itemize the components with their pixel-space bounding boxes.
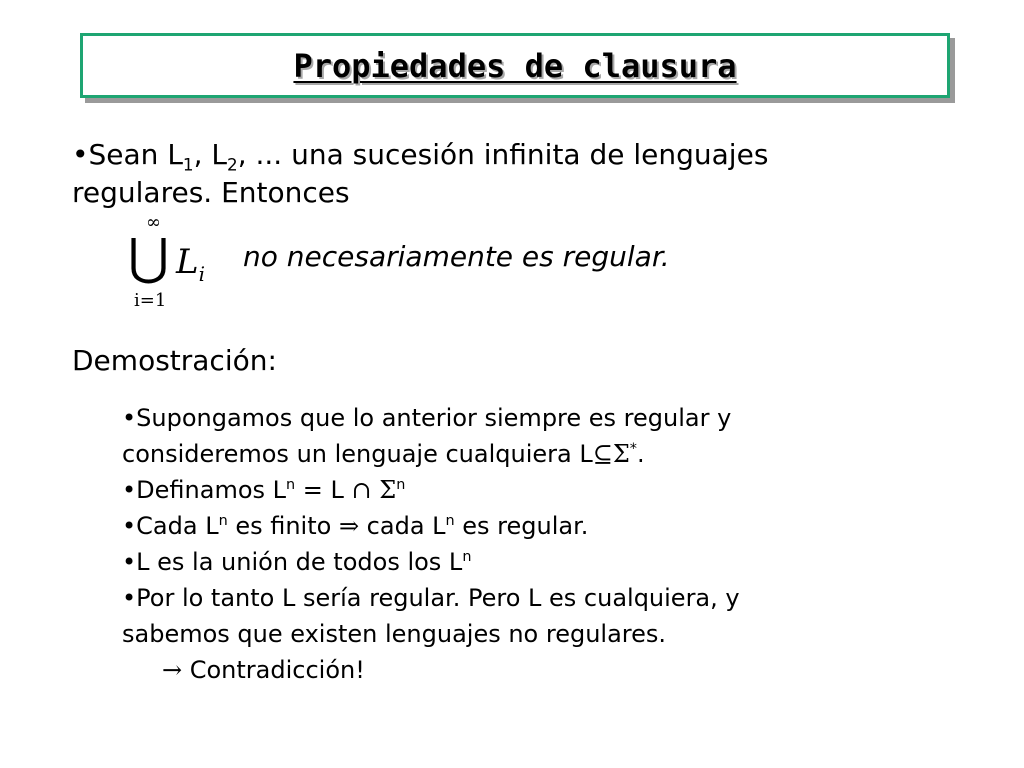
text: consideremos un lenguaje cualquiera L (122, 440, 593, 468)
superscript: n (218, 513, 228, 529)
subset-symbol: ⊆ (592, 440, 613, 468)
formula-statement: no necesariamente es regular. (243, 240, 670, 273)
language-symbol: L (176, 242, 199, 282)
text: es regular. (454, 512, 589, 540)
language-term (176, 242, 205, 286)
text: . (637, 440, 645, 468)
title-box (80, 33, 950, 98)
sigma-symbol: Σ (612, 440, 630, 468)
text: •Definamos L (122, 476, 287, 504)
superscript: n (286, 477, 296, 493)
index-subscript: i (198, 261, 205, 286)
union-formula (118, 212, 218, 322)
intro-text: Sean L (88, 138, 183, 171)
intro-paragraph (72, 136, 972, 212)
point-4 (122, 544, 982, 580)
slide-title: Propiedades de clausura (293, 46, 737, 85)
text: cada L (359, 512, 446, 540)
text: •L es la unión de todos los L (122, 548, 463, 576)
intro-text: , L (193, 138, 228, 171)
superscript: n (396, 477, 406, 493)
superscript: n (462, 549, 472, 565)
subscript: 2 (227, 154, 238, 175)
superscript: n (445, 513, 455, 529)
proof-heading: Demostración: (72, 344, 277, 377)
bullet: • (72, 138, 89, 171)
text: es finito (227, 512, 339, 540)
proof-points (122, 400, 982, 688)
point-2 (122, 472, 982, 508)
intro-line-2: regulares. Entonces (72, 176, 350, 209)
conclusion (122, 652, 982, 688)
star-superscript: * (629, 441, 637, 457)
implies-arrow-icon: ⇒ (338, 512, 360, 540)
point-1a: •Supongamos que lo anterior siempre es regular y (122, 404, 732, 432)
sigma-symbol: Σ (371, 476, 397, 504)
point-5b: sabemos que existen lenguajes no regulares. (122, 620, 667, 648)
intro-text: , ... una sucesión infinita de lenguajes (237, 138, 769, 171)
upper-limit: ∞ (146, 212, 161, 233)
right-arrow-icon: → (162, 656, 183, 684)
lower-limit: i=1 (134, 290, 167, 311)
text: = L (295, 476, 352, 504)
point-5a: •Por lo tanto L sería regular. Pero L es cualquiera, y (122, 584, 740, 612)
point-1b (122, 436, 982, 472)
intersection-symbol: ∩ (351, 476, 372, 504)
union-operator: ⋃ (128, 228, 170, 286)
point-3 (122, 508, 982, 544)
intro-line-1 (72, 136, 972, 174)
conclusion-text: Contradicción! (182, 656, 365, 684)
text: •Cada L (122, 512, 219, 540)
subscript: 1 (182, 154, 194, 175)
